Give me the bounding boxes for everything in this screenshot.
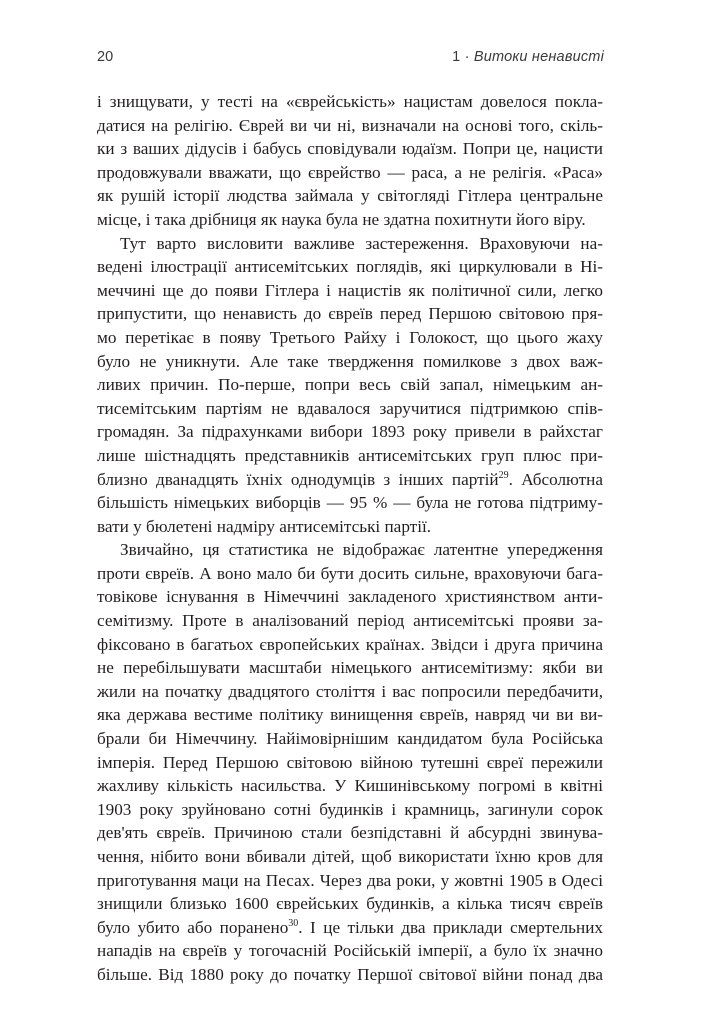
text-line: Звичайно, ця статистика не відображає латентне упередження bbox=[120, 540, 603, 560]
text-line: ведені ілюстрації антисемітських поглядів, які циркулювали в Ні- bbox=[97, 257, 603, 277]
text-line: датися на релігію. Єврей ви чи ні, визначали на основі того, скіль- bbox=[97, 115, 603, 135]
text-line: імперія. Перед Першою світовою війною тутешні євреї пережили bbox=[97, 752, 603, 772]
text-line: проти євреїв. А воно мало би бути досить сильне, враховуючи бага- bbox=[97, 563, 603, 583]
text-line: було не уникнути. Але таке твердження помилкове з двох важ- bbox=[97, 351, 603, 371]
text-line: більше. Від 1880 року до початку Першої світової війни понад два bbox=[97, 964, 603, 984]
text-line: дев'ять євреїв. Причиною стали безпідставні й абсурдні звинува- bbox=[97, 823, 603, 843]
chapter-title: Витоки ненависті bbox=[473, 49, 604, 65]
text-line: лише шістнадцять представників антисемітських груп плюс при- bbox=[97, 445, 603, 465]
text-line: нападів на євреїв у тогочасній Російській імперії, а було їх значно bbox=[97, 941, 603, 961]
text-line: ки з ваших дідусів і бабусь сповідували юдаїзм. Попри це, нацисти bbox=[97, 139, 603, 159]
footnote-ref: 29 bbox=[498, 469, 509, 481]
text-line: чення, нібито вони вбивали дітей, щоб використати їхню кров для bbox=[97, 847, 603, 866]
text-line: як рушій історії людства займала у світогляді Гітлера центральне bbox=[97, 186, 603, 206]
body-text bbox=[97, 90, 603, 987]
chapter-separator: · bbox=[464, 49, 470, 65]
footnote-ref: 30 bbox=[288, 917, 299, 929]
text-line: близно дванадцять їхніх однодумців з інших партій$^{29}$. Абсолютна bbox=[97, 469, 603, 489]
text-line: яка держава вестиме політику винищення євреїв, навряд чи ви ви- bbox=[97, 705, 603, 725]
text-line: семітизму. Проте в аналізований період антисемітські прояви за- bbox=[97, 611, 603, 631]
text-line: жили на початку двадцятого століття і вас попросили передбачити, bbox=[97, 681, 603, 701]
text-line: припустити, що ненависть до євреїв перед Першою світовою пря- bbox=[97, 304, 603, 324]
text-line: було убито або поранено$^{30}$. І це тільки два приклади смертельних bbox=[97, 917, 603, 937]
page-header bbox=[0, 49, 701, 71]
text-line: приготування маци на Песах. Через два роки, у жовтні 1905 в Одесі bbox=[97, 870, 603, 890]
text-line: вати у бюлетені надміру антисемітські партії. bbox=[97, 516, 432, 536]
text-line: не перебільшувати масштаби німецького антисемітизму: якби ви bbox=[97, 658, 603, 678]
text-line: громадян. За підрахунками вибори 1893 року привели в райхстаг bbox=[97, 422, 603, 442]
text-line: Тут варто висловити важливе застереження. Враховуючи на- bbox=[120, 233, 603, 253]
text-line: жахливу кількість насильства. У Кишинівському погромі в квітні bbox=[97, 776, 603, 796]
page-number: 20 bbox=[97, 49, 114, 65]
text-line: товікове існування в Німеччині закладеного християнством анти- bbox=[97, 587, 603, 607]
text-line: фіксовано в багатьох європейських країнах. Звідси і друга причина bbox=[97, 634, 603, 654]
text-line: і знищувати, у тесті на «єврейськість» нацистам довелося покла- bbox=[97, 92, 603, 111]
text-line: меччині ще до появи Гітлера і нацистів як політичної сили, легко bbox=[97, 280, 603, 300]
text-line: продовжували вважати, що єврейство — раса, а не релігія. «Раса» bbox=[97, 162, 603, 182]
text-line: місце, і така дрібниця як наука була не здатна похитнути його віру. bbox=[97, 209, 586, 229]
text-line: тисемітським партіям не вдавалося заручитися підтримкою спів- bbox=[97, 398, 603, 418]
text-line: знищили близько 1600 єврейських будинків, а кілька тисяч євреїв bbox=[97, 894, 603, 914]
chapter-number: 1 bbox=[452, 49, 461, 65]
running-head bbox=[452, 49, 604, 65]
text-line: мо перетікає в появу Третього Райху і Голокост, що цього жаху bbox=[97, 327, 603, 347]
text-line: 1903 року зруйновано сотні будинків і крамниць, загинули сорок bbox=[97, 799, 603, 819]
text-line: ливих причин. По-перше, попри весь свій запал, німецьким ан- bbox=[97, 375, 603, 395]
text-line: брали би Німеччину. Найімовірнішим кандидатом була Російська bbox=[97, 729, 603, 749]
text-line: більшість німецьких виборців — 95 % — була не готова підтриму- bbox=[97, 493, 603, 513]
